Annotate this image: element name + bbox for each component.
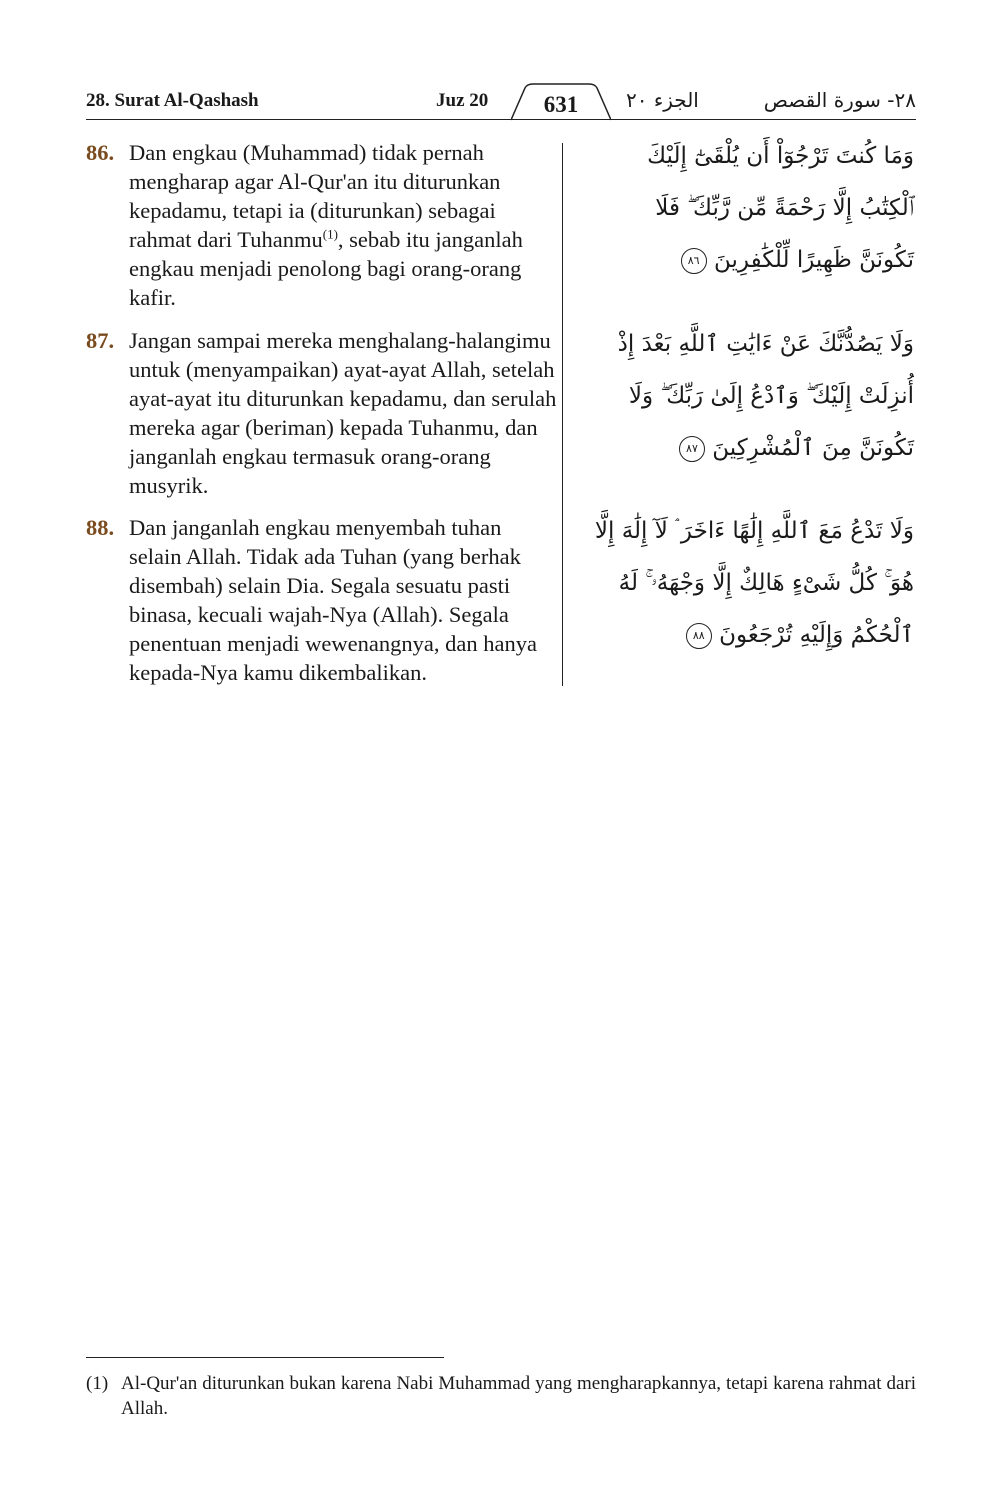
verse-87-arabic: وَلَا يَصُدُّنَّكَ عَنْ ءَايَٰتِ ٱللَّهِ بَعْدَ إِذْ أُنزِلَتْ إِلَيْكَ ۖ وَٱدْعُ إِلَىٰ رَبِّكَ ۖ وَلَا تَكُونَنَّ مِنَ ٱلْمُشْرِكِينَ ٨٧ [617,331,914,461]
verse-86-translation [86,138,558,312]
verse-88-arabic: وَلَا تَدْعُ مَعَ ٱللَّهِ إِلَٰهًا ءَاخَرَ ۘ لَآ إِلَٰهَ إِلَّا هُوَ ۚ كُلُّ شَىْءٍ هَالِكٌ إِلَّا وَجْهَهُۥ ۚ لَهُ ٱلْحُكْمُ وَإِلَيْهِ تُرْجَعُونَ ٨٨ [594,518,914,648]
verse-number: 87. [86,328,115,353]
footnote-text: Al-Qur'an diturunkan bukan karena Nabi Muhammad yang mengharapkannya, tetapi karena rahmat dari Allah. [121,1373,916,1419]
verse-text: Dan engkau (Muhammad) tidak pernah mengharap agar Al-Qur'an itu diturunkan kepadamu, tetapi ia (diturunkan) sebagai rahmat dari Tuhanmu$^{(1)}$, sebab itu janganlah engkau menjadi penolong bagi orang-orang kafir. [129,140,523,310]
ayah-end-marker: ٨٨ [686,623,712,649]
verse-text: Dan janganlah engkau menyembah tuhan selain Allah. Tidak ada Tuhan (yang berhak disembah) selain Dia. Segala sesuatu pasti binasa, kecuali wajah-Nya (Allah). Segala penentuan menjadi wewenangnya, dan hanya kepada-Nya kamu dikembalikan. [129,515,537,685]
footnote-number: (1) [86,1373,109,1394]
page-number: 631 [543,92,579,117]
verse-86-arabic: وَمَا كُنتَ تَرْجُوٓاْ أَن يُلْقَىٰٓ إِلَيْكَ ٱلْكِتَٰبُ إِلَّا رَحْمَةً مِّن رَّبِّكَ ۖ فَلَا تَكُونَنَّ ظَهِيرًا لِّلْكَٰفِرِينَ ٨٦ [647,143,914,273]
ayah-end-marker: ٨٦ [681,248,707,274]
verse-number: 88. [86,515,115,540]
verse-text: Jangan sampai mereka menghalang-halangimu untuk (menyampaikan) ayat-ayat Allah, setelah ayat-ayat itu diturunkan kepadamu, dan serulah mereka agar (beriman) kepada Tuhanmu, dan janganlah engkau termasuk orang-orang musyrik. [129,328,557,498]
verse-number: 86. [86,140,115,165]
column-divider [562,143,563,686]
surah-title-latin: 28. Surat Al-Qashash [86,90,259,111]
juz-label-arabic: الجزء ٢٠ [626,88,699,112]
header-rule [86,119,916,120]
footnote-ref: (1) [322,226,338,242]
ayah-end-marker: ٨٧ [679,436,705,462]
verse-88-translation [86,513,558,687]
surah-title-arabic: ٢٨- سورة القصص [763,88,916,112]
footnote [86,1371,916,1421]
footnote-rule [86,1357,444,1358]
verse-87-translation [86,326,558,500]
juz-label-latin: Juz 20 [436,90,489,111]
page-header [86,82,916,122]
